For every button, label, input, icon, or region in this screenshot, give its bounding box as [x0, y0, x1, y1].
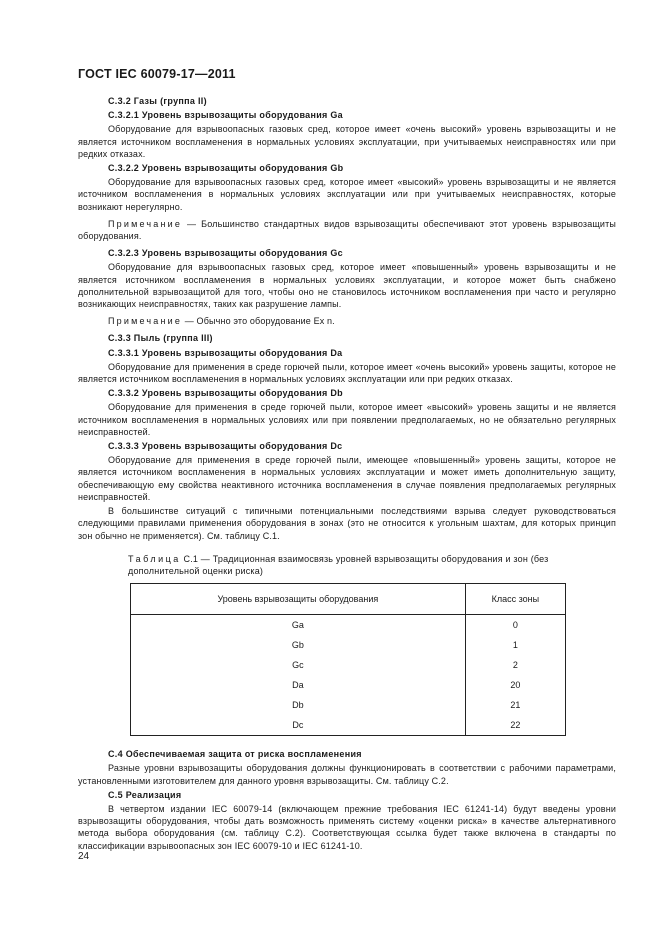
paragraph: Разные уровни взрывозащиты оборудования должны функционировать в соответствии с рабочими параметрами, установленными изготовителем для данного уровня взрывозащиты. См. таблицу С.2. — [78, 763, 616, 786]
column-header-zone: Класс зоны — [465, 584, 565, 615]
cell-zone: 2 — [465, 655, 565, 675]
section-heading: С.3.2.2 Уровень взрывозащиты оборудования Gb — [108, 163, 344, 174]
section-heading: С.3.3.1 Уровень взрывозащиты оборудования Da — [108, 347, 343, 358]
cell-zone: 20 — [465, 675, 565, 695]
table-row — [131, 675, 566, 695]
paragraph: В четвертом издании IEC 60079-14 (включающем прежние требования IEC 61241-14) будут введены уровни взрывозащиты оборудования, чтобы дать возможность применять систему «оценки риска» в качестве альтернативного метода выбора оборудования (см. таблицу С.2). Соответствующая ссылка будет также включена в стандарты по классификации взрывоопасных зон IEC 60079-10 и IEC 61241-10. — [78, 803, 616, 851]
table-row — [131, 655, 566, 675]
table-caption-label: Таблица — [128, 553, 181, 564]
table-row — [131, 635, 566, 655]
section-heading: С.3.3 Пыль (группа III) — [108, 333, 213, 344]
table-row — [131, 695, 566, 715]
table-header-row — [131, 584, 566, 615]
note-text: — Обычно это оборудование Ex n. — [182, 316, 335, 327]
section-heading: С.5 Реализация — [108, 789, 182, 800]
zone-table — [130, 583, 566, 736]
section-heading: С.4 Обеспечиваемая защита от риска воспламенения — [108, 749, 362, 760]
cell-level: Gc — [131, 655, 466, 675]
section-heading: С.3.2.3 Уровень взрывозащиты оборудования Gc — [108, 248, 343, 259]
note — [78, 218, 616, 242]
paragraph: Оборудование для применения в среде горючей пыли, имеющее «повышенный» уровень защиты, которое не является источником воспламенения в нормальных условиях эксплуатации и может иметь дополнительную защиту, обеспечивающую ему свойства неактивного источника воспламенения в случае появления предполагаемых регулярных неисправностей. — [78, 455, 616, 502]
paragraph: Оборудование для применения в среде горючей пыли, которое имеет «очень высокий» уровень защиты, которое не является источником воспламенения в нормальных условиях эксплуатации или при редких отказах. — [78, 361, 616, 385]
paragraph: Оборудование для взрывоопасных газовых сред, которое имеет «повышенный» уровень взрывозащиты и не является источником воспламенения в нормальных условиях эксплуатации, и которое может быть снабжено дополнительной взрывозащитой для того, чтобы оно не становилось источником воспламенения при часто и регулярно возникающих неисправностях, таких как разрушение лампы. — [78, 262, 616, 310]
section-heading: С.3.3.3 Уровень взрывозащиты оборудования Dc — [108, 441, 343, 452]
cell-zone: 21 — [465, 695, 565, 715]
document-header: ГОСТ IEC 60079-17—2011 — [78, 67, 236, 81]
cell-zone: 1 — [465, 635, 565, 655]
note — [78, 315, 616, 327]
cell-level: Da — [131, 675, 466, 695]
paragraph: В большинстве ситуаций с типичными потенциальными последствиями взрыва следует руководствоваться следующими правилами применения оборудования в зонах (это не относится к угольным шахтам, для которых принцип зон обычно не применяется). См. таблицу С.1. — [78, 506, 616, 541]
note-label: Примечание — [108, 316, 183, 327]
paragraph: Оборудование для взрывоопасных газовых сред, которое имеет «очень высокий» уровень взрывозащиты и не является источником воспламенения в нормальных условиях эксплуатации, при учитываемых неисправностях или при редких отказах. — [78, 124, 616, 159]
page-number: 24 — [78, 851, 90, 862]
table-row — [131, 715, 566, 736]
table-caption-text: С.1 — Традиционная взаимосвязь уровней взрывозащиты оборудования и зон (без дополнительной оценки риска) — [128, 553, 549, 576]
cell-zone: 22 — [465, 715, 565, 736]
document-body — [78, 95, 616, 854]
cell-zone: 0 — [465, 615, 565, 636]
column-header-level: Уровень взрывозащиты оборудования — [131, 584, 466, 615]
section-heading: С.3.2 Газы (группа II) — [108, 96, 207, 106]
table-row — [131, 615, 566, 636]
cell-level: Ga — [131, 615, 466, 636]
note-text: — Большинство стандартных видов взрывозащиты обеспечивают этот уровень взрывозащиты оборудования. — [78, 218, 616, 242]
table-caption — [128, 553, 568, 577]
cell-level: Dc — [131, 715, 466, 736]
cell-level: Db — [131, 695, 466, 715]
section-heading: С.3.3.2 Уровень взрывозащиты оборудования Db — [108, 388, 343, 399]
paragraph: Оборудование для применения в среде горючей пыли, которое имеет «высокий» уровень защиты и не является источником воспламенения в нормальных условиях или при появлении предполагаемых, но не обязательно регулярных неисправностей. — [78, 402, 616, 437]
note-label: Примечание — [108, 218, 183, 229]
paragraph: Оборудование для взрывоопасных газовых сред, которое имеет «высокий» уровень взрывозащиты и не является источником воспламенения в нормальных условиях эксплуатации или при учитываемых неисправностях, которые возникают нерегулярно. — [78, 177, 616, 212]
section-heading: С.3.2.1 Уровень взрывозащиты оборудования Ga — [108, 110, 343, 121]
cell-level: Gb — [131, 635, 466, 655]
